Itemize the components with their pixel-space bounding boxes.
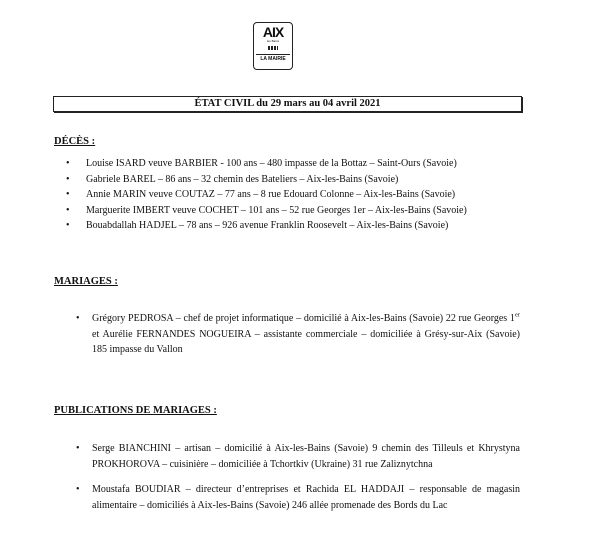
section-heading-deces: DÉCÈS : bbox=[54, 136, 96, 147]
deces-entry: Gabriele BAREL – 86 ans – 32 chemin des Bateliers – Aix-les-Bains (Savoie) bbox=[86, 173, 399, 185]
list-item bbox=[0, 203, 603, 219]
mariage-text-part1: Grégory PEDROSA – chef de projet informatique – domicilié à Aix-les-Bains (Savoie) 22 rue Georges 1 bbox=[92, 313, 515, 324]
bullet-icon: • bbox=[66, 189, 70, 200]
document-title: ÉTAT CIVIL du 29 mars au 04 avril 2021 bbox=[53, 96, 522, 112]
bullet-icon: • bbox=[66, 204, 70, 216]
logo-subtitle: les Bains bbox=[266, 39, 280, 43]
list-item bbox=[0, 187, 603, 203]
logo-mark: AIX bbox=[262, 24, 284, 40]
bullet-icon: • bbox=[66, 220, 70, 231]
mariage-text-part2: et Aurélie FERNANDES NOGUEIRA – assistante commerciale – domiciliée à Grésy-sur-Aix (Savoie) 185 impasse du Vallon bbox=[92, 328, 520, 355]
publication-entry: Moustafa BOUDIAR – directeur d’entreprises et Rachida EL HADDAJI – responsable de magasin alimentaire – domiciliés à Aix-les-Bains (Savoie) 246 allée promenade des Bords du Lac bbox=[92, 484, 520, 511]
deces-entry: Annie MARIN veuve COUTAZ – 77 ans – 8 rue Edouard Colonne – Aix-les-Bains (Savoie) bbox=[86, 189, 456, 200]
logo-caption: LA MAIRIE bbox=[256, 54, 290, 64]
mariage-entry bbox=[92, 311, 520, 358]
section-heading-publications: PUBLICATIONS DE MARIAGES : bbox=[54, 405, 217, 416]
list-item bbox=[0, 172, 603, 188]
logo-bars-icon bbox=[268, 46, 278, 50]
city-logo bbox=[253, 22, 293, 70]
section-heading-mariages: MARIAGES : bbox=[54, 276, 118, 287]
deces-entry: Louise ISARD veuve BARBIER - 100 ans – 480 impasse de la Bottaz – Saint-Ours (Savoie) bbox=[86, 158, 457, 169]
list-item bbox=[0, 218, 603, 234]
deces-list bbox=[0, 156, 603, 234]
mariage-text-sup: er bbox=[514, 311, 520, 319]
bullet-icon: • bbox=[76, 484, 80, 495]
list-item bbox=[0, 156, 603, 172]
bullet-icon: • bbox=[66, 173, 70, 185]
deces-entry: Bouabdallah HADJEL – 78 ans – 926 avenue Franklin Roosevelt – Aix-les-Bains (Savoie) bbox=[86, 220, 449, 231]
bullet-icon: • bbox=[66, 158, 70, 169]
bullet-icon: • bbox=[76, 443, 80, 454]
deces-entry: Marguerite IMBERT veuve COCHET – 101 ans – 52 rue Georges 1er – Aix-les-Bains (Savoie) bbox=[86, 204, 467, 216]
bullet-icon: • bbox=[76, 313, 80, 324]
publication-entry: Serge BIANCHINI – artisan – domicilié à Aix-les-Bains (Savoie) 9 chemin des Tilleuls et Khrystyna PROKHOROVA – cuisinière – domiciliée à Tchortkiv (Ukraine) 31 rue Zaliznytchna bbox=[92, 443, 520, 470]
